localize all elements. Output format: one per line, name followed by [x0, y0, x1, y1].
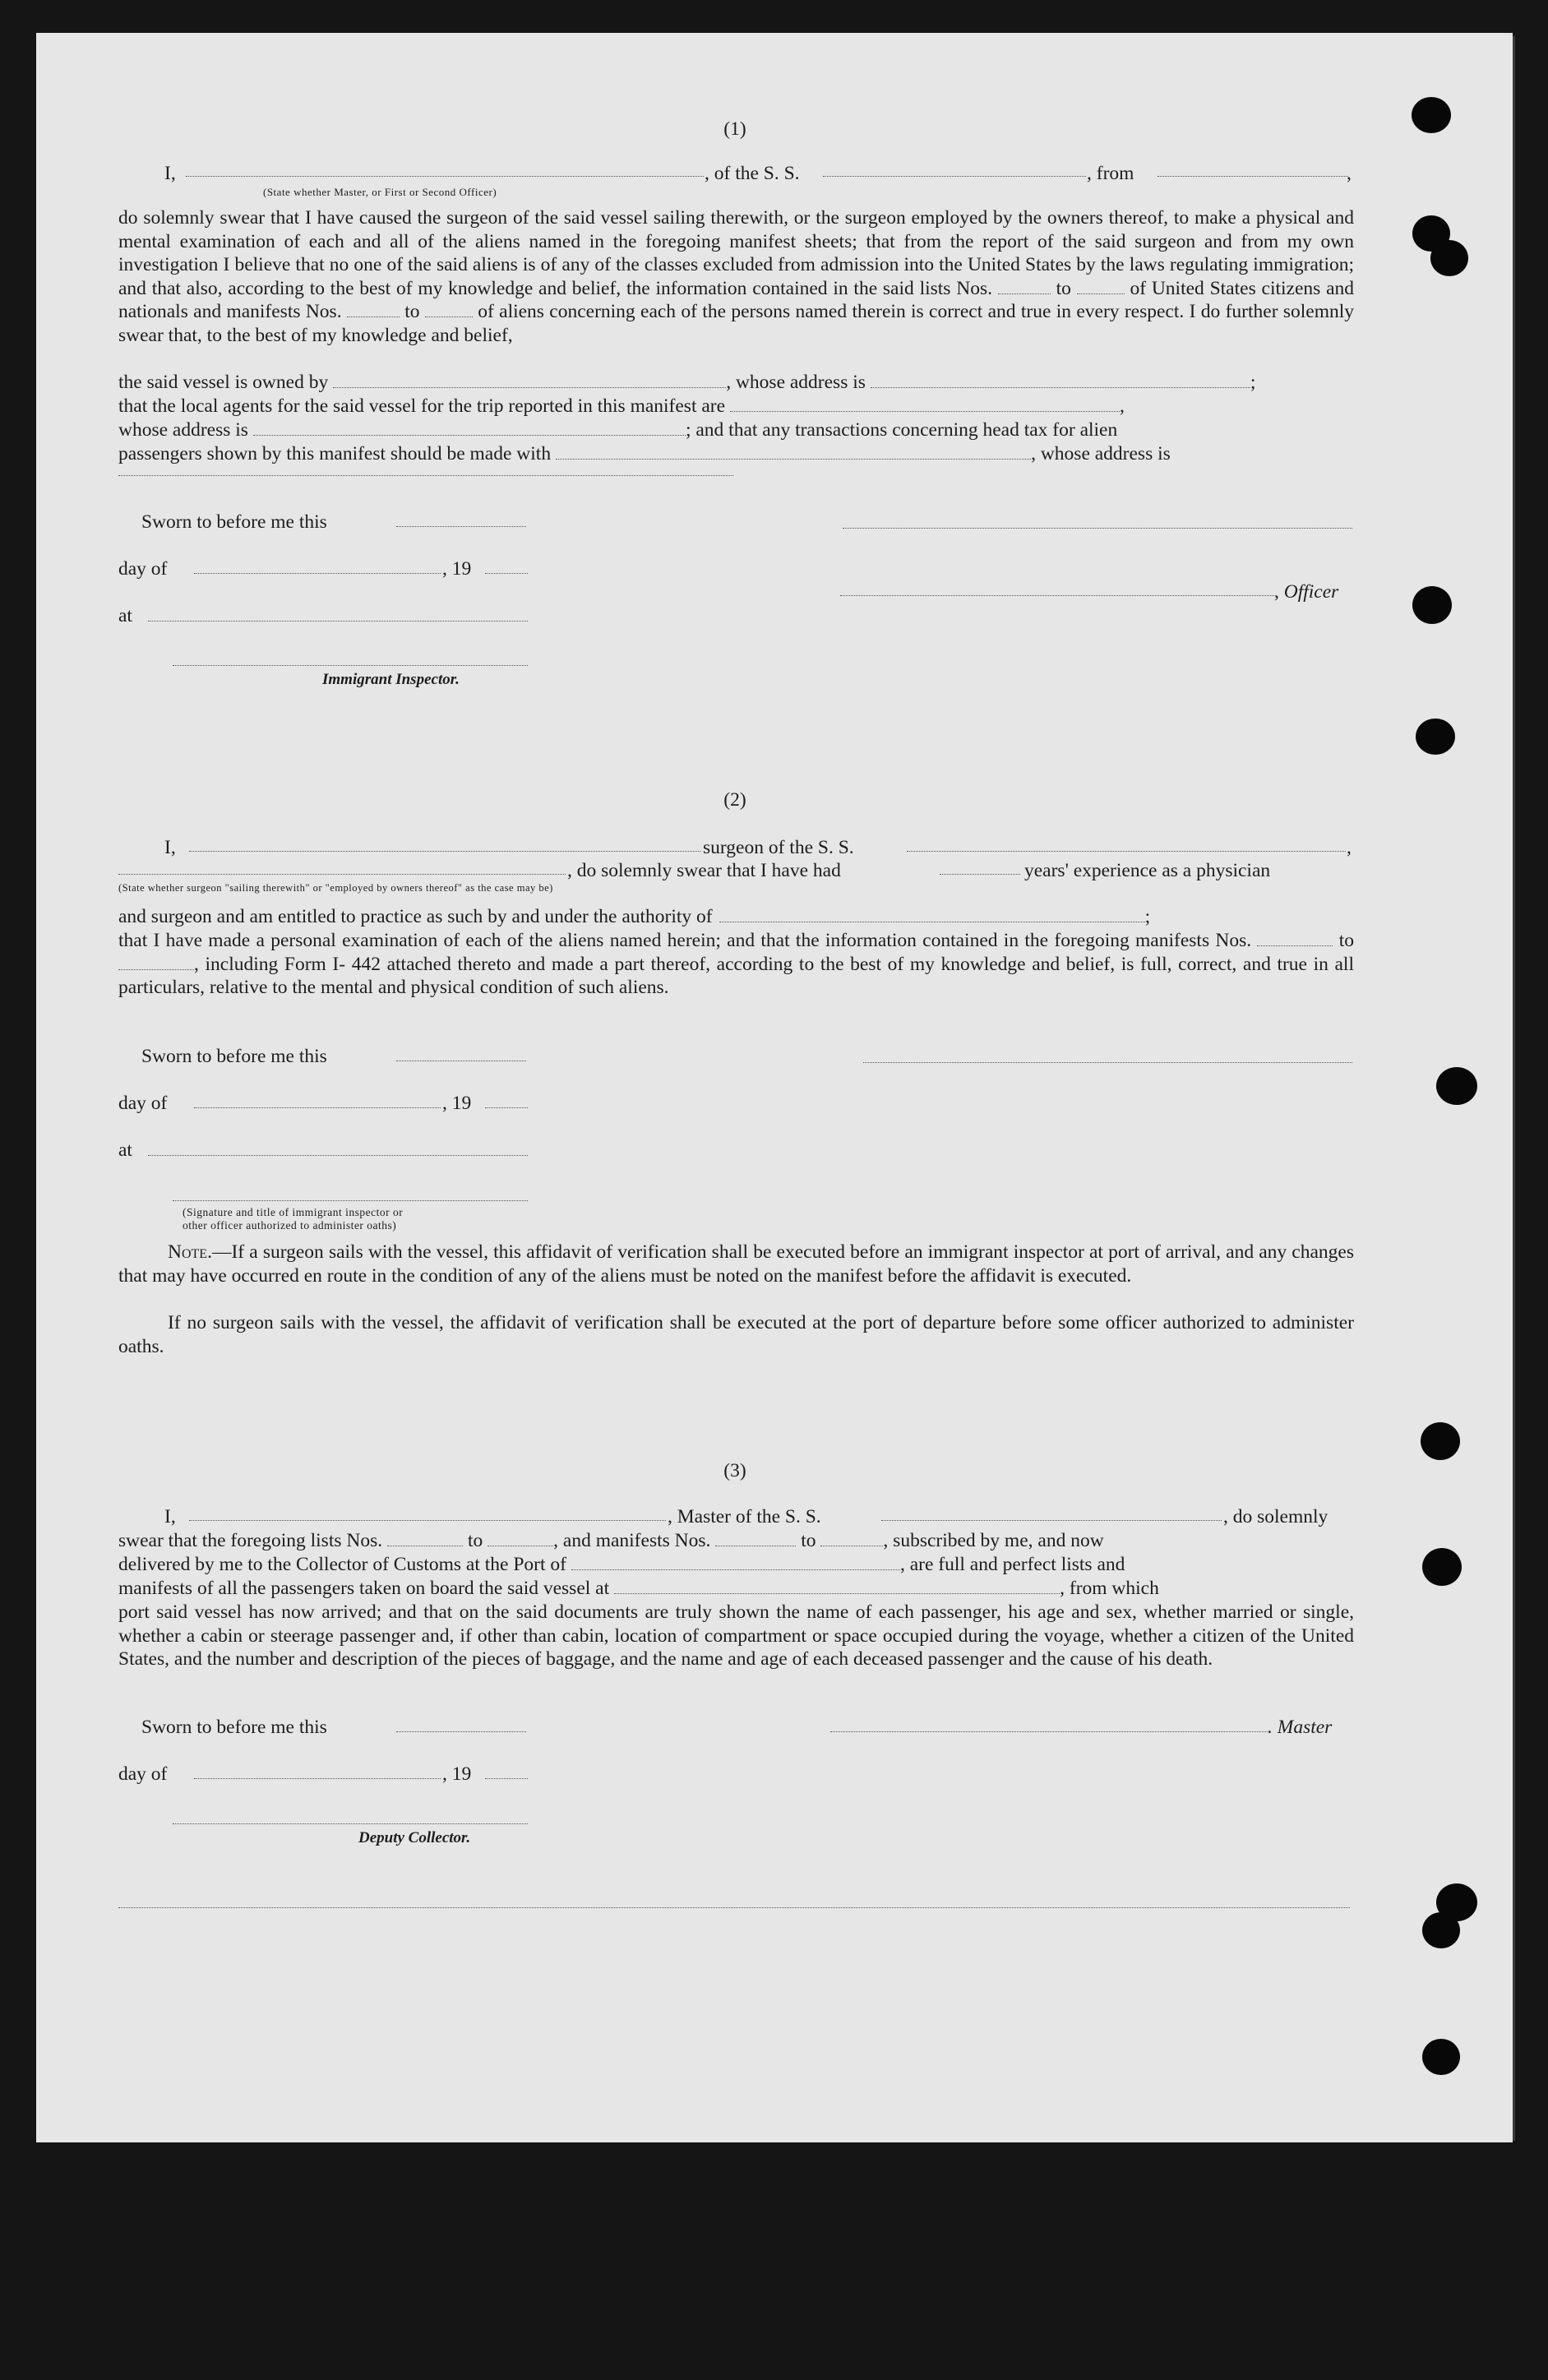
s2-manifests-from-field[interactable]: [1257, 931, 1333, 946]
s2-officer-sig-field[interactable]: [173, 1200, 528, 1201]
s1-head-tax: ; and that any transactions concerning head tax for alien: [685, 419, 1118, 441]
s3-lists-from-field[interactable]: [387, 1531, 463, 1546]
note-paragraph: [118, 1241, 1354, 1287]
s3-do-solemnly: , do solemnly: [1223, 1506, 1329, 1527]
s1-agents-label: that the local agents for the said vessel for the trip reported in this manifest are: [118, 395, 726, 417]
s3-master-ss: , Master of the S. S.: [668, 1506, 821, 1527]
owner-address-field[interactable]: [871, 372, 1250, 388]
head-tax-party-field[interactable]: [556, 444, 1031, 460]
s1-body-paragraph: [118, 206, 1354, 348]
s1-semi: ;: [1250, 372, 1256, 393]
s2-sworn: Sworn to before me this: [141, 1046, 327, 1067]
s3-delivered: delivered by me to the Collector of Customs at the Port of: [118, 1554, 566, 1575]
punch-hole: [1412, 97, 1451, 133]
s1-owned-label: the said vessel is owned by: [118, 372, 329, 393]
s1-owner-line: [118, 371, 1354, 395]
manifests-from-field[interactable]: [347, 302, 400, 317]
agents-address-field[interactable]: [253, 420, 686, 436]
s1-place-field[interactable]: [148, 621, 528, 622]
s1-end-comma: ,: [1347, 163, 1352, 184]
s3-manifests-to-field[interactable]: [820, 1531, 883, 1546]
punch-hole: [1422, 1912, 1460, 1948]
s3-manifests-all: manifests of all the passengers taken on board the said vessel at: [118, 1578, 610, 1599]
s3-deputy-sig-field[interactable]: [173, 1823, 528, 1824]
s3-from-which: , from which: [1060, 1578, 1159, 1599]
s2-surgeon-ss: surgeon of the S. S.: [703, 837, 854, 858]
punch-hole: [1416, 719, 1455, 755]
s1-nineteen: , 19: [442, 558, 472, 580]
authority-field[interactable]: [719, 907, 1145, 922]
owner-field[interactable]: [333, 372, 726, 388]
s3-name-field[interactable]: [189, 1520, 666, 1521]
s3-port-line: [118, 1553, 1354, 1577]
s3-month-field[interactable]: [194, 1778, 441, 1779]
s2-i-label: I,: [164, 837, 176, 858]
name-field[interactable]: [186, 176, 704, 177]
lists-to-field[interactable]: [1077, 279, 1125, 294]
agents-field[interactable]: [730, 396, 1120, 412]
s3-board-line: [118, 1577, 1354, 1601]
lists-from-field[interactable]: [998, 279, 1051, 294]
s2-year-field[interactable]: [485, 1107, 528, 1108]
s3-full-lists: , are full and perfect lists and: [899, 1554, 1125, 1575]
s3-manifests-from-field[interactable]: [715, 1531, 796, 1546]
s1-whose-addr3: , whose address is: [1031, 443, 1171, 464]
s1-passengers-label: passengers shown by this manifest should be made with: [118, 443, 552, 464]
s1-body-c: of aliens concerning each of the persons named therein is correct and true in every respect. I do further solemnly swear that, to the best of my knowledge and belief,: [118, 301, 1355, 346]
form-sheet: [36, 33, 1513, 2142]
s3-sworn: Sworn to before me this: [141, 1717, 327, 1738]
s1-from: , from: [1087, 163, 1134, 184]
head-tax-address-field[interactable]: [118, 475, 733, 476]
vessel-name-field[interactable]: [823, 176, 1086, 177]
sheet-edge: [1513, 36, 1515, 2141]
s2-to: to: [1338, 930, 1355, 951]
s1-body-a: do solemnly swear that I have caused the surgeon of the said vessel sailing therewith, or the surgeon employed by the owners thereof, to make a physical and mental examination of each and all of the aliens named in the foregoing manifest sheets; that from the report of the said surgeon and from my own investigation I believe that no one of the said aliens is of any of the classes excluded from admission into the United States by the laws regulating immigration; and that also, according to the best of my knowledge and belief, the information contained in the said lists Nos.: [118, 207, 1354, 299]
section-1-number: (1): [723, 118, 746, 140]
section-2-number: (2): [723, 789, 746, 811]
s3-sworn-date-field[interactable]: [396, 1731, 526, 1732]
s1-year-field[interactable]: [485, 573, 528, 574]
s2-body-b: , including Form I- 442 attached thereto and made a part thereof, according to the best of my knowledge and belief, is full, correct, and true in all particulars, relative to the mental and physical condition of such aliens.: [118, 953, 1354, 999]
from-port-field[interactable]: [1158, 176, 1348, 177]
s1-sworn: Sworn to before me this: [141, 511, 327, 533]
s1-body-b: of United States citizens and nationals and manifests Nos.: [118, 277, 1355, 323]
immigrant-inspector-label: Immigrant Inspector.: [322, 671, 460, 688]
section-3-number: (3): [723, 1460, 746, 1481]
s2-vessel-field[interactable]: [907, 851, 1346, 852]
note-paragraph-2: [118, 1311, 1354, 1358]
punch-hole: [1430, 240, 1468, 276]
s3-lists-line: [118, 1529, 1354, 1553]
s2-do-solemnly: , do solemnly swear that I have had: [567, 860, 841, 881]
s1-agents-line: [118, 395, 1354, 418]
s1-passengers-line: [118, 442, 1354, 466]
s1-to-2: to: [404, 301, 420, 323]
s1-whose-addr: , whose address is: [726, 372, 866, 393]
s3-year-field[interactable]: [485, 1778, 528, 1779]
s3-master-label: . Master: [1268, 1717, 1333, 1738]
s2-comma: ,: [1347, 837, 1352, 858]
s2-years-label: years' experience as a physician: [1024, 860, 1271, 881]
s1-inspector-sig-field[interactable]: [173, 665, 528, 666]
boarding-port-field[interactable]: [614, 1578, 1060, 1594]
s2-surgeon-status-field[interactable]: [118, 874, 566, 875]
punch-hole: [1422, 1548, 1462, 1586]
bottom-rule: [118, 1907, 1350, 1908]
s1-address-line: [118, 418, 1354, 442]
s1-to-1: to: [1056, 277, 1071, 299]
s3-day-of: day of: [118, 1763, 168, 1785]
sig-caption-2: other officer authorized to administer oaths): [183, 1219, 397, 1232]
s1-sworn-date-field[interactable]: [396, 526, 526, 527]
s3-vessel-field[interactable]: [881, 1520, 1222, 1521]
s2-semi: ;: [1144, 906, 1151, 927]
s2-nineteen: , 19: [442, 1093, 472, 1114]
s2-at: at: [118, 1139, 132, 1161]
s3-master-sig-field[interactable]: [830, 1731, 1268, 1732]
s2-authority-line: [118, 905, 1354, 929]
punch-hole: [1412, 586, 1452, 624]
s2-signature-field[interactable]: [863, 1062, 1352, 1063]
s3-nineteen: , 19: [442, 1763, 472, 1785]
s3-subscribed: , subscribed by me, and now: [883, 1530, 1104, 1551]
s1-day-of: day of: [118, 558, 168, 580]
manifests-to-field[interactable]: [425, 302, 473, 317]
s2-month-field[interactable]: [194, 1107, 441, 1108]
s3-swear: swear that the foregoing lists Nos.: [118, 1530, 383, 1551]
s1-signature-field[interactable]: [843, 528, 1352, 529]
s1-officer-field[interactable]: [840, 595, 1276, 596]
s1-at: at: [118, 605, 132, 626]
s2-name-field[interactable]: [189, 851, 700, 852]
s1-i-label: I,: [164, 163, 176, 184]
s3-body-paragraph: port said vessel has now arrived; and that on the said documents are truly shown the name of each passenger, his age and sex, whether married or single, whether a cabin or steerage passenger and, if other than cabin, location of compartment or space occupied during the voyage, whether a citizen of the United States, and the number and description of the pieces of baggage, and the name and age of each deceased passenger and the cause of his death.: [118, 1601, 1354, 1671]
s2-body-a: that I have made a personal examination of each of the aliens named herein; and that the information contained in the foregoing manifests Nos.: [118, 930, 1252, 951]
s2-years-field[interactable]: [940, 874, 1020, 875]
s2-place-field[interactable]: [148, 1155, 528, 1156]
punch-hole: [1422, 2039, 1460, 2075]
s1-comma: ,: [1120, 395, 1125, 417]
sig-caption-1: (Signature and title of immigrant inspector or: [183, 1206, 404, 1218]
s2-day-of: day of: [118, 1093, 168, 1114]
s2-authority-label: and surgeon and am entitled to practice as such by and under the authority of: [118, 906, 713, 927]
s1-whose-addr2: whose address is: [118, 419, 248, 441]
caption-surgeon-status: (State whether surgeon "sailing therewith" or "employed by owners thereof" as the case may be): [118, 882, 553, 894]
caption-master-officer: (State whether Master, or First or Second Officer): [263, 186, 497, 198]
port-of-field[interactable]: [571, 1555, 900, 1570]
s3-lists-to-field[interactable]: [488, 1531, 553, 1546]
s1-officer-label: , Officer: [1274, 581, 1339, 603]
s2-body-paragraph: [118, 929, 1354, 1000]
note-2-text: If no surgeon sails with the vessel, the affidavit of verification shall be executed at the port of departure before some officer authorized to administer oaths.: [118, 1312, 1354, 1357]
punch-hole: [1421, 1422, 1460, 1460]
note-label: Note.: [168, 1241, 212, 1263]
s3-i-label: I,: [164, 1506, 176, 1527]
s3-to-1: to: [467, 1530, 483, 1551]
punch-hole: [1436, 1067, 1477, 1105]
s2-manifests-to-field[interactable]: [118, 954, 194, 970]
deputy-collector-label: Deputy Collector.: [358, 1829, 471, 1846]
note-text: —If a surgeon sails with the vessel, this affidavit of verification shall be executed before an immigrant inspector at port of arrival, and any changes that may have occurred en route in the condition of any of the aliens must be noted on the manifest before the affidavit is executed.: [118, 1241, 1354, 1287]
s3-and-manifests: , and manifests Nos.: [553, 1530, 711, 1551]
s1-of-ss: , of the S. S.: [705, 163, 800, 184]
s1-month-field[interactable]: [194, 573, 441, 574]
s3-to-2: to: [801, 1530, 816, 1551]
